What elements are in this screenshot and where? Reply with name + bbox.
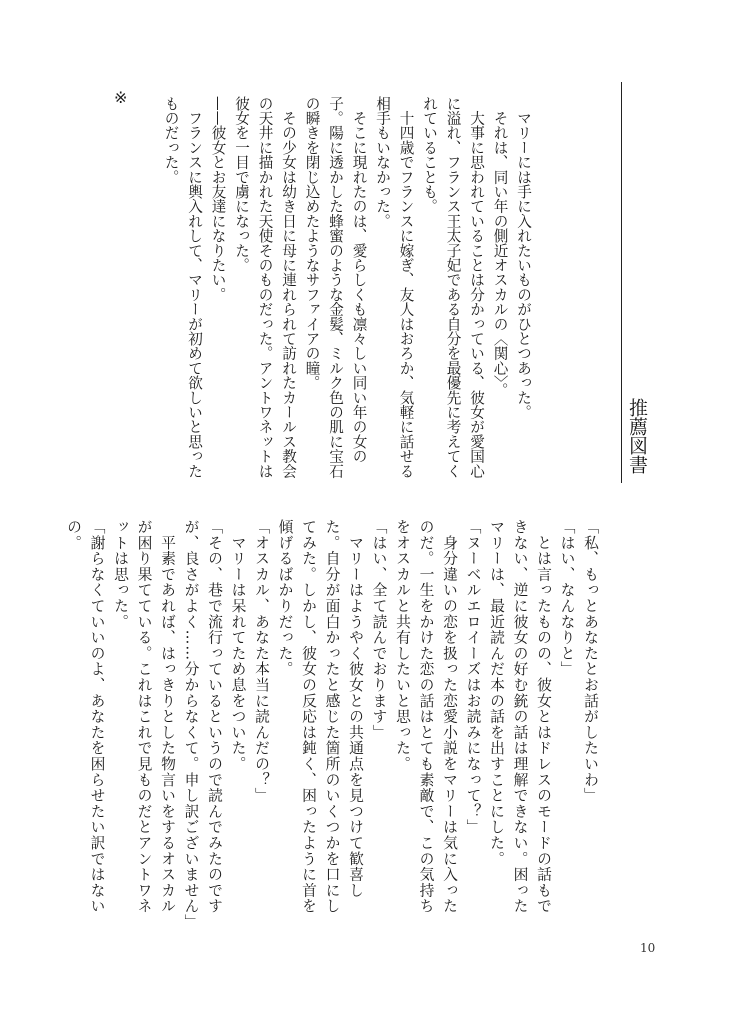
bottom-text-block [62,519,603,930]
paragraph: とは言ったものの、彼女とはドレスのモードの話もできない、逆に彼女の好む銃の話は理解できない。困ったマリーは、最近読んだ本の話を出すことにした。 [488,519,552,914]
paragraph: 「オスカル、あなた本当に読んだの？」 [253,519,270,804]
top-text-block [159,96,535,480]
header-rule [621,82,622,483]
paragraph: 身分違いの恋を扱った恋愛小説をマリーは気に入ったのだ。一生をかけた恋の話はとても素敵で、この気持ちをオスカルと共有したいと思った。 [394,519,458,914]
paragraph: マリーは呆れてため息をついた。 [229,519,247,772]
paragraph: 「謝らなくていいのよ、あなたを困らせたい訳ではないの。 [65,519,106,914]
paragraph: 平素であれば、はっきりとした物言いをするオスカルが困り果てている。これはこれで見ものだとアントワネットは思った。 [112,519,176,914]
page-title: 推薦図書 [626,398,648,474]
page-number: 10 [640,941,656,955]
paragraph: ——彼女とお友達になりたい。 [209,96,227,302]
paragraph: そこに現れたのは、愛らしくも凛々しい同い年の女の子。陽に透かした蜂蜜のような金髪、ミルク色の肌に宝石の瞬きを閉じ込めたようなサファイアの瞳。 [303,96,368,479]
paragraph: 「私、もっとあなたとお話がしたいわ」 [582,519,599,804]
paragraph: マリーには手に入れたいものがひとつあった。 [515,96,532,420]
paragraph: 「はい、なんなりと」 [558,519,576,677]
paragraph: それは、同い年の側近オスカルの〈関心〉。 [491,96,509,398]
paragraph: 大事に思われていることは分かっている、彼女が愛国心に溢れ、フランス王太子妃である自分を最優先に考えてくれていることも。 [421,96,485,479]
section-break-mark: ※ [114,88,128,107]
paragraph: 十四歳でフランスに嫁ぎ、友人はおろか、気軽に話せる相手もいなかった。 [374,96,415,479]
paragraph: 「はい、全て読んでおります」 [370,519,388,741]
paragraph: その少女は幼き日に母に連れられて訪れたカールス教会の天井に描かれた天使そのものだった。アントワネットは彼女を一目で虜になった。 [233,96,297,479]
paragraph: 「その、巷で流行っているというので読んでみたのですが、良さがよく……分からなくて。申し訳ございません」 [182,519,223,930]
paragraph: 「ヌーベルエロイーズはお読みになって？」 [464,519,482,835]
paragraph: フランスに輿入れして、マリーが初めて欲しいと思ったものだった。 [162,96,203,479]
paragraph: マリーはようやく彼女との共通点を見つけて歓喜した。自分が面白かったと感じた箇所のいくつかを口にしてみた。しかし、彼女の反応は鈍く、困ったように首を傾げるばかりだった。 [276,519,364,914]
